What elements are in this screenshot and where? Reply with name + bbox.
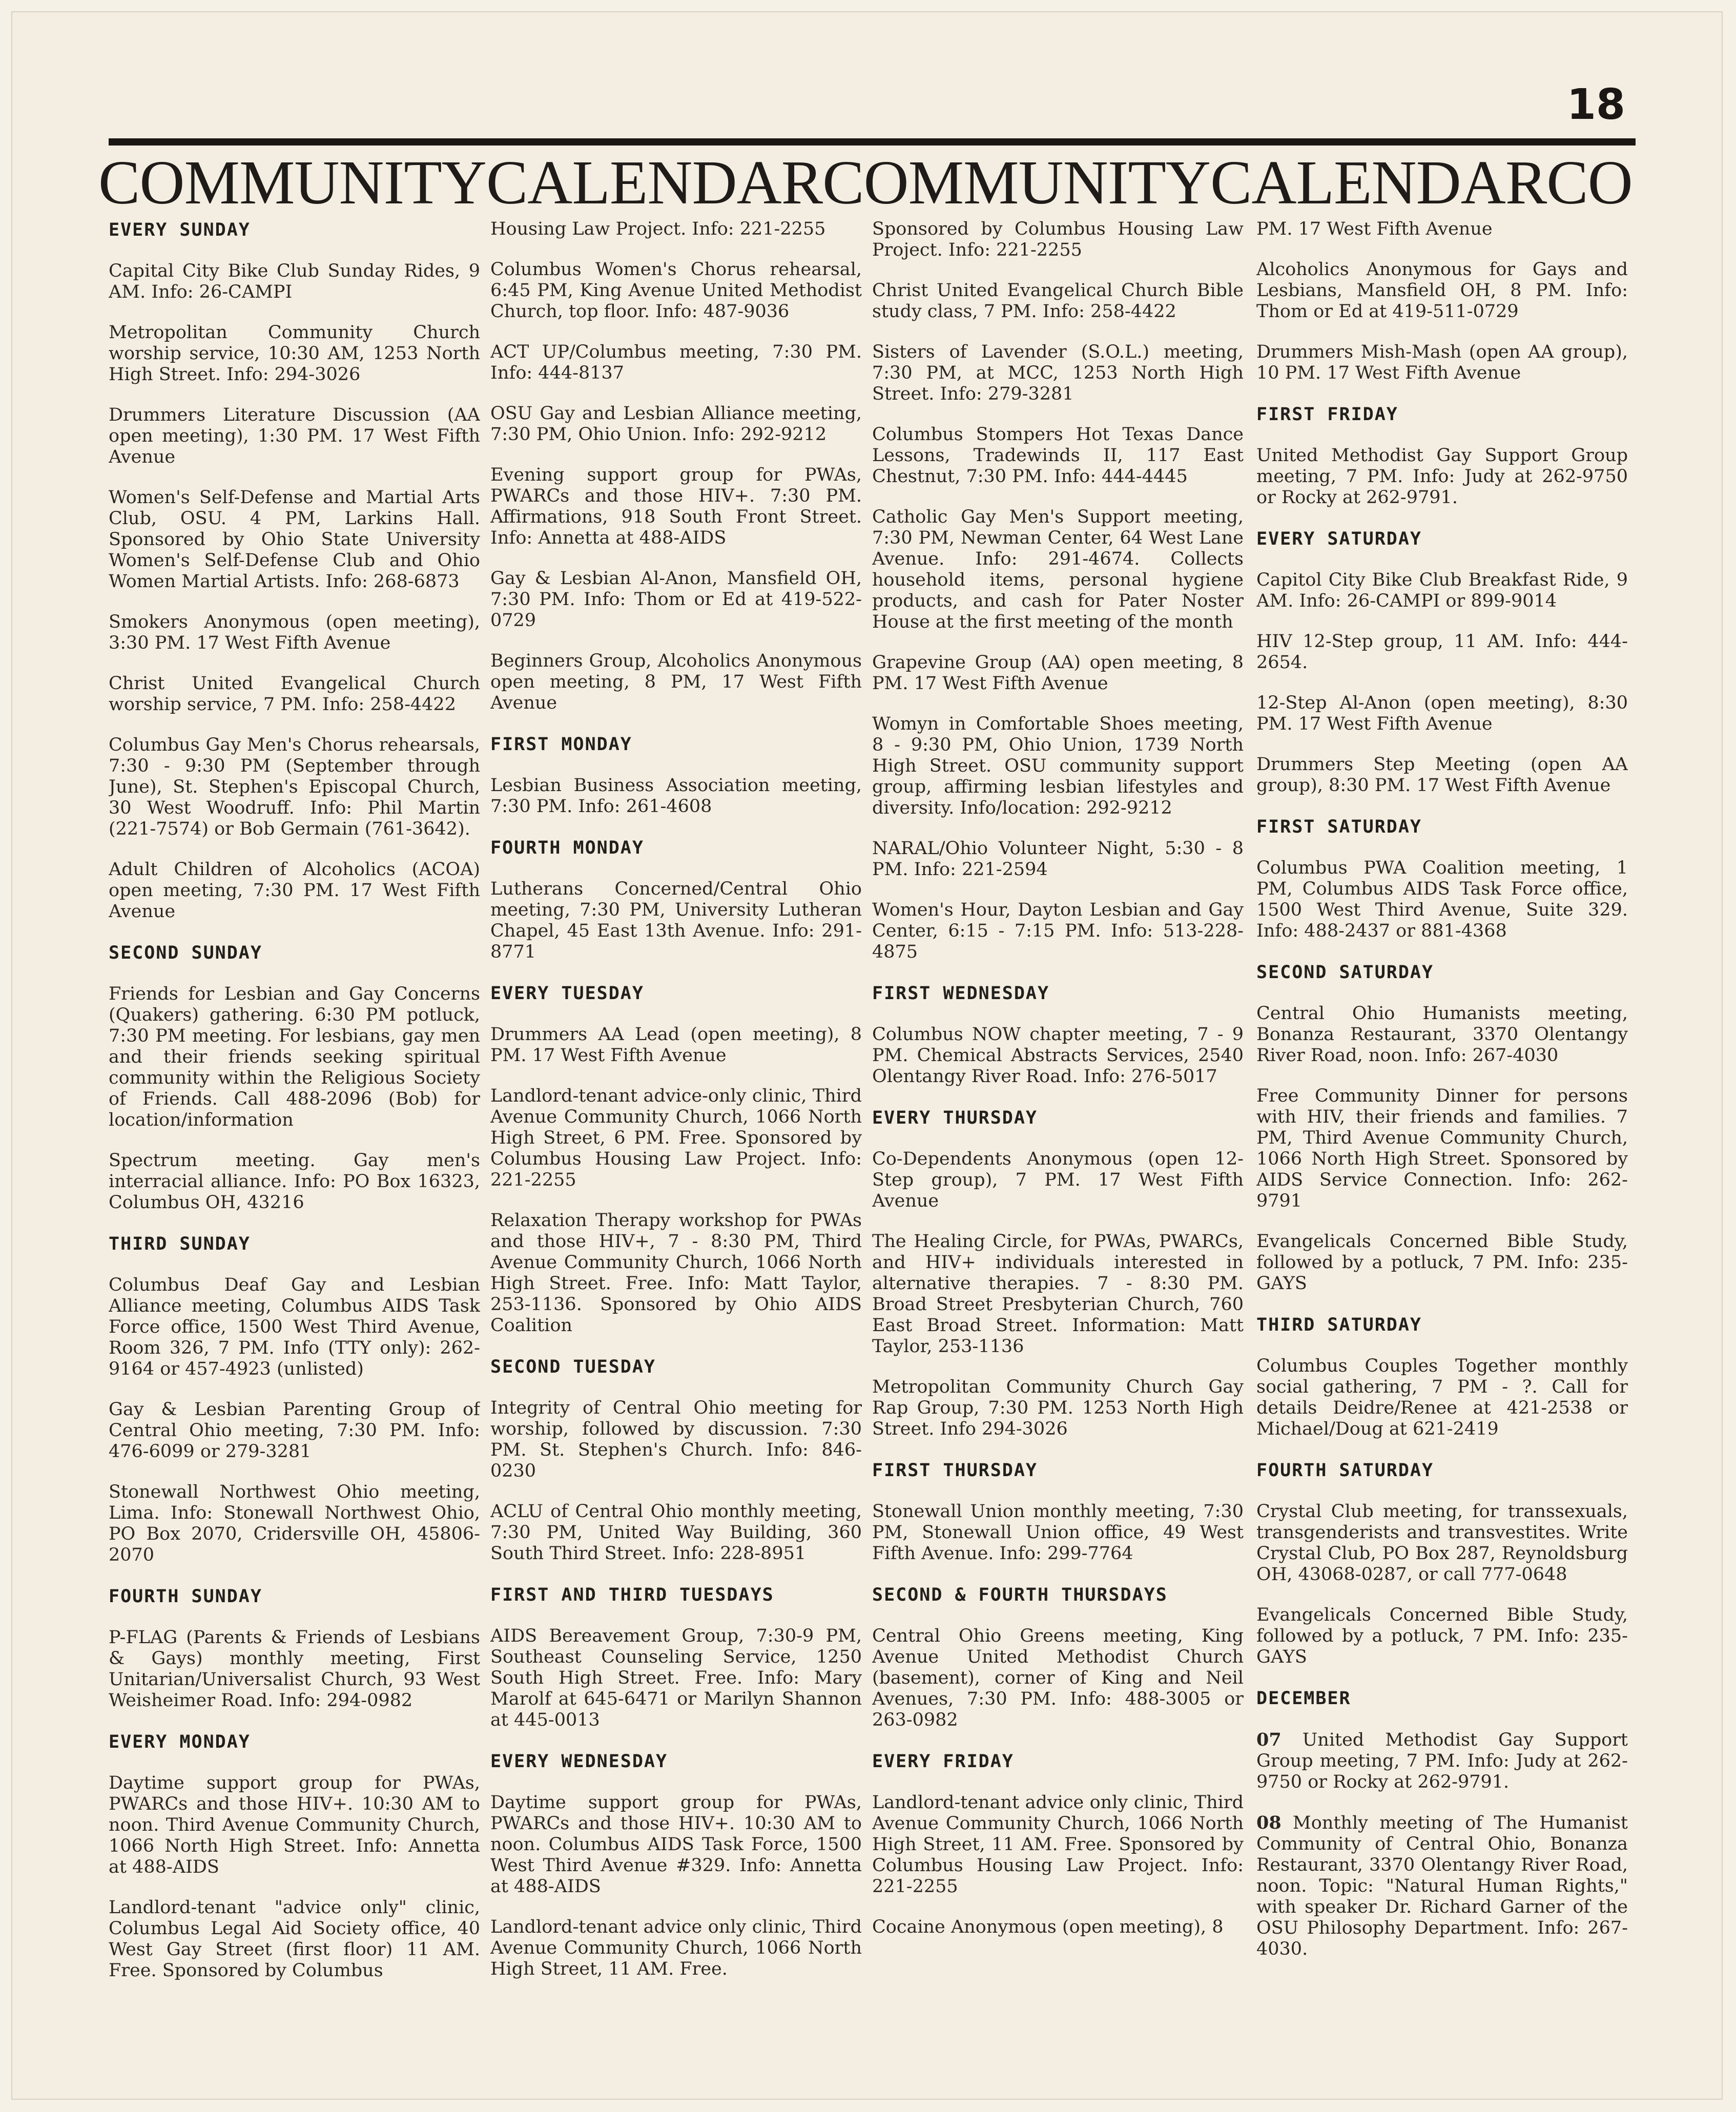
page-number: 18: [1566, 80, 1625, 129]
calendar-entry: Stonewall Union monthly meeting, 7:30 PM, Stonewall Union office, 49 West Fifth Avenue. Info: 299-7764: [872, 1501, 1244, 1564]
calendar-entry: Crystal Club meeting, for transsexuals, transgenderists and transvestites. Write Crystal Club, PO Box 287, Reynoldsburg OH, 43068-0287, or call 777-0648: [1256, 1501, 1628, 1585]
section-heading: FOURTH MONDAY: [490, 838, 644, 858]
entry-date: 08: [1256, 1812, 1282, 1833]
calendar-entry: Columbus NOW chapter meeting, 7 - 9 PM. Chemical Abstracts Services, 2540 Olentangy River Road. Info: 276-5017: [872, 1024, 1244, 1087]
calendar-entry: Cocaine Anonymous (open meeting), 8: [872, 1917, 1224, 1937]
entry-text: Monthly meeting of The Humanist Community of Central Ohio, Bonanza Restaurant, 3370 Olentangy River Road, noon. Topic: "Natural Human Rights," with speaker Dr. Richard Garner of the OSU Philosophy Department. Info: 267-4030.: [1256, 1813, 1628, 1959]
calendar-entry: Columbus Stompers Hot Texas Dance Lessons, Tradewinds II, 117 East Chestnut, 7:30 PM. Info: 444-4445: [872, 424, 1244, 487]
section-heading: FIRST SATURDAY: [1256, 817, 1422, 837]
calendar-entry: AIDS Bereavement Group, 7:30-9 PM, Southeast Counseling Service, 1250 South High Street. Free. Info: Mary Marolf at 645-6471 or Marilyn Shannon at 445-0013: [490, 1626, 862, 1730]
calendar-entry: Central Ohio Greens meeting, King Avenue United Methodist Church (basement), corner of King and Neil Avenues, 7:30 PM. Info: 488-3005 or 263-0982: [872, 1626, 1244, 1730]
section-heading: DECEMBER: [1256, 1688, 1351, 1709]
calendar-entry: ACT UP/Columbus meeting, 7:30 PM. Info: 444-8137: [490, 342, 862, 383]
section-heading: EVERY THURSDAY: [872, 1108, 1038, 1128]
calendar-entry: Catholic Gay Men's Support meeting, 7:30 PM, Newman Center, 64 West Lane Avenue. Info: 291-4674. Collects household items, personal hygiene products, and cash for Pater Noster House at the first meeting of the month: [872, 507, 1244, 632]
section-heading: SECOND SUNDAY: [109, 943, 262, 963]
column-1: [109, 219, 480, 2084]
column-4: [1256, 219, 1628, 2084]
calendar-entry: Adult Children of Alcoholics (ACOA) open meeting, 7:30 PM. 17 West Fifth Avenue: [109, 859, 480, 922]
calendar-entry: United Methodist Gay Support Group meeting, 7 PM. Info: Judy at 262-9750 or Rocky at 262-9791.: [1256, 445, 1628, 508]
section-heading: FOURTH SATURDAY: [1256, 1460, 1434, 1481]
calendar-entry: Free Community Dinner for persons with HIV, their friends and families. 7 PM, Third Avenue Community Church, 1066 North High Street. Sponsored by AIDS Service Connection. Info: 262-9791: [1256, 1086, 1628, 1211]
calendar-entry: Grapevine Group (AA) open meeting, 8 PM. 17 West Fifth Avenue: [872, 652, 1244, 694]
calendar-entry: Daytime support group for PWAs, PWARCs and those HIV+. 10:30 AM to noon. Third Avenue Community Church, 1066 North High Street. Info: Annetta at 488-AIDS: [109, 1773, 480, 1877]
calendar-entry: NARAL/Ohio Volunteer Night, 5:30 - 8 PM. Info: 221-2594: [872, 838, 1244, 880]
calendar-entry: Relaxation Therapy workshop for PWAs and those HIV+, 7 - 8:30 PM, Third Avenue Community Church, 1066 North High Street. Free. Info: Matt Taylor, 253-1136. Sponsored by Ohio AIDS Coalition: [490, 1210, 862, 1336]
calendar-entry: Integrity of Central Ohio meeting for worship, followed by discussion. 7:30 PM. St. Stephen's Church. Info: 846-0230: [490, 1398, 862, 1481]
calendar-entry: Evangelicals Concerned Bible Study, followed by a potluck, 7 PM. Info: 235-GAYS: [1256, 1231, 1628, 1294]
section-heading: EVERY TUESDAY: [490, 983, 644, 1004]
calendar-entry: Drummers Mish-Mash (open AA group), 10 PM. 17 West Fifth Avenue: [1256, 342, 1628, 383]
calendar-entry: Sponsored by Columbus Housing Law Project. Info: 221-2255: [872, 219, 1244, 260]
calendar-entry: Landlord-tenant advice-only clinic, Third Avenue Community Church, 1066 North High Street, 6 PM. Free. Sponsored by Columbus Housing Law Project. Info: 221-2255: [490, 1086, 862, 1190]
calendar-entry: Gay & Lesbian Al-Anon, Mansfield OH, 7:30 PM. Info: Thom or Ed at 419-522-0729: [490, 568, 862, 631]
calendar-entry: [1256, 1729, 1628, 1793]
section-heading: FIRST THURSDAY: [872, 1460, 1038, 1481]
calendar-entry: Columbus Couples Together monthly social gathering, 7 PM - ?. Call for details Deidre/Renee at 421-2538 or Michael/Doug at 621-2419: [1256, 1356, 1628, 1439]
header-rule: [109, 138, 1636, 146]
calendar-entry: 12-Step Al-Anon (open meeting), 8:30 PM. 17 West Fifth Avenue: [1256, 693, 1628, 734]
calendar-entry: Lesbian Business Association meeting, 7:30 PM. Info: 261-4608: [490, 775, 862, 817]
section-heading: FIRST AND THIRD TUESDAYS: [490, 1585, 774, 1605]
section-heading: SECOND TUESDAY: [490, 1357, 656, 1377]
entry-text: United Methodist Gay Support Group meeting, 7 PM. Info: Judy at 262-9750 or Rocky at 262-9791.: [1256, 1730, 1628, 1792]
calendar-entry: Evangelicals Concerned Bible Study, followed by a potluck, 7 PM. Info: 235-GAYS: [1256, 1605, 1628, 1667]
section-heading: SECOND SATURDAY: [1256, 962, 1434, 983]
calendar-entry: Landlord-tenant advice only clinic, Third Avenue Community Church, 1066 North High Street, 11 AM. Free. Sponsored by Columbus Housing Law Project. Info: 221-2255: [872, 1792, 1244, 1897]
calendar-entry: Columbus PWA Coalition meeting, 1 PM, Columbus AIDS Task Force office, 1500 West Third Avenue, Suite 329. Info: 488-2437 or 881-4368: [1256, 858, 1628, 941]
calendar-entry: [1256, 1812, 1628, 1960]
section-heading: EVERY SATURDAY: [1256, 529, 1422, 549]
calendar-entry: Spectrum meeting. Gay men's interracial alliance. Info: PO Box 16323, Columbus OH, 43216: [109, 1150, 480, 1213]
section-heading: THIRD SATURDAY: [1256, 1315, 1422, 1335]
section-heading: EVERY SUNDAY: [109, 220, 251, 240]
column-2: [490, 219, 862, 2084]
calendar-entry: The Healing Circle, for PWAs, PWARCs, and HIV+ individuals interested in alternative therapies. 7 - 8:30 PM. Broad Street Presbyterian Church, 760 East Broad Street. Information: Matt Taylor, 253-1136: [872, 1231, 1244, 1357]
calendar-entry: Christ United Evangelical Church Bible study class, 7 PM. Info: 258-4422: [872, 280, 1244, 322]
calendar-entry: Women's Self-Defense and Martial Arts Club, OSU. 4 PM, Larkins Hall. Sponsored by Ohio State University Women's Self-Defense Club and Ohio Women Martial Artists. Info: 268-6873: [109, 487, 480, 592]
calendar-entry: Capitol City Bike Club Breakfast Ride, 9 AM. Info: 26-CAMPI or 899-9014: [1256, 570, 1628, 611]
calendar-entry: Daytime support group for PWAs, PWARCs and those HIV+. 10:30 AM to noon. Columbus AIDS Task Force, 1500 West Third Avenue #329. Info: Annetta at 488-AIDS: [490, 1792, 862, 1897]
calendar-entry: Friends for Lesbian and Gay Concerns (Quakers) gathering. 6:30 PM potluck, 7:30 PM meeting. For lesbians, gay men and their friends seeking spiritual community within the Religious Society of Friends. Call 488-2096 (Bob) for location/information: [109, 984, 480, 1130]
calendar-entry: Landlord-tenant "advice only" clinic, Columbus Legal Aid Society office, 40 West Gay Street (first floor) 11 AM. Free. Sponsored by Columbus: [109, 1897, 480, 1981]
calendar-entry: HIV 12-Step group, 11 AM. Info: 444-2654.: [1256, 631, 1628, 673]
calendar-entry: Alcoholics Anonymous for Gays and Lesbians, Mansfield OH, 8 PM. Info: Thom or Ed at 419-511-0729: [1256, 259, 1628, 322]
calendar-entry: Columbus Gay Men's Chorus rehearsals, 7:30 - 9:30 PM (September through June), St. Stephen's Episcopal Church, 30 West Woodruff. Info: Phil Martin (221-7574) or Bob Germain (761-3642).: [109, 735, 480, 839]
calendar-entry: Womyn in Comfortable Shoes meeting, 8 - 9:30 PM, Ohio Union, 1739 North High Street. OSU community support group, affirming lesbian lifestyles and diversity. Info/location: 292-9212: [872, 714, 1244, 818]
section-heading: EVERY WEDNESDAY: [490, 1751, 668, 1772]
calendar-entry: Christ United Evangelical Church worship service, 7 PM. Info: 258-4422: [109, 673, 480, 715]
calendar-columns: [109, 219, 1641, 2084]
calendar-entry: Metropolitan Community Church Gay Rap Group, 7:30 PM. 1253 North High Street. Info 294-3026: [872, 1377, 1244, 1439]
section-heading: SECOND & FOURTH THURSDAYS: [872, 1585, 1168, 1605]
calendar-entry: Gay & Lesbian Parenting Group of Central Ohio meeting, 7:30 PM. Info: 476-6099 or 279-3281: [109, 1399, 480, 1462]
section-heading: FIRST FRIDAY: [1256, 404, 1398, 425]
calendar-entry: Sisters of Lavender (S.O.L.) meeting, 7:30 PM, at MCC, 1253 North High Street. Info: 279-3281: [872, 342, 1244, 404]
calendar-entry: Co-Dependents Anonymous (open 12-Step group), 7 PM. 17 West Fifth Avenue: [872, 1149, 1244, 1211]
section-heading: FIRST WEDNESDAY: [872, 983, 1050, 1004]
calendar-entry: Lutherans Concerned/Central Ohio meeting, 7:30 PM, University Lutheran Chapel, 45 East 13th Avenue. Info: 291-8771: [490, 879, 862, 962]
section-heading: EVERY MONDAY: [109, 1732, 251, 1752]
calendar-entry: Evening support group for PWAs, PWARCs and those HIV+. 7:30 PM. Affirmations, 918 South Front Street. Info: Annetta at 488-AIDS: [490, 465, 862, 548]
calendar-entry: Drummers Step Meeting (open AA group), 8:30 PM. 17 West Fifth Avenue: [1256, 754, 1628, 796]
calendar-entry: Drummers AA Lead (open meeting), 8 PM. 17 West Fifth Avenue: [490, 1024, 862, 1066]
entry-date: 07: [1256, 1729, 1282, 1750]
calendar-entry: Beginners Group, Alcoholics Anonymous open meeting, 8 PM, 17 West Fifth Avenue: [490, 651, 862, 713]
calendar-entry: Housing Law Project. Info: 221-2255: [490, 219, 826, 239]
newspaper-page: [11, 11, 1723, 2100]
section-heading: FOURTH SUNDAY: [109, 1586, 262, 1607]
calendar-entry: OSU Gay and Lesbian Alliance meeting, 7:30 PM, Ohio Union. Info: 292-9212: [490, 403, 862, 445]
section-heading: THIRD SUNDAY: [109, 1234, 251, 1254]
calendar-entry: Central Ohio Humanists meeting, Bonanza Restaurant, 3370 Olentangy River Road, noon. Info: 267-4030: [1256, 1003, 1628, 1066]
section-heading: EVERY FRIDAY: [872, 1751, 1014, 1772]
calendar-entry: Metropolitan Community Church worship service, 10:30 AM, 1253 North High Street. Info: 294-3026: [109, 322, 480, 385]
calendar-entry: Smokers Anonymous (open meeting), 3:30 PM. 17 West Fifth Avenue: [109, 612, 480, 653]
column-3: [872, 219, 1244, 2084]
calendar-entry: Columbus Deaf Gay and Lesbian Alliance meeting, Columbus AIDS Task Force office, 1500 West Third Avenue, Room 326, 7 PM. Info (TTY only): 262-9164 or 457-4923 (unlisted): [109, 1275, 480, 1379]
calendar-entry: PM. 17 West Fifth Avenue: [1256, 219, 1493, 239]
calendar-banner: COMMUNITYCALENDARCOMMUNITYCALENDARCO: [98, 148, 1632, 217]
calendar-entry: Stonewall Northwest Ohio meeting, Lima. Info: Stonewall Northwest Ohio, PO Box 2070, Cridersville OH, 45806-2070: [109, 1482, 480, 1565]
calendar-entry: ACLU of Central Ohio monthly meeting, 7:30 PM, United Way Building, 360 South Third Street. Info: 228-8951: [490, 1501, 862, 1564]
calendar-entry: Landlord-tenant advice only clinic, Third Avenue Community Church, 1066 North High Street, 11 AM. Free.: [490, 1917, 862, 1979]
calendar-entry: Women's Hour, Dayton Lesbian and Gay Center, 6:15 - 7:15 PM. Info: 513-228-4875: [872, 900, 1244, 962]
section-heading: FIRST MONDAY: [490, 734, 632, 755]
calendar-entry: Drummers Literature Discussion (AA open meeting), 1:30 PM. 17 West Fifth Avenue: [109, 405, 480, 467]
calendar-entry: Capital City Bike Club Sunday Rides, 9 AM. Info: 26-CAMPI: [109, 261, 480, 302]
calendar-entry: Columbus Women's Chorus rehearsal, 6:45 PM, King Avenue United Methodist Church, top floor. Info: 487-9036: [490, 259, 862, 322]
calendar-entry: P-FLAG (Parents & Friends of Lesbians & Gays) monthly meeting, First Unitarian/Universalist Church, 93 West Weisheimer Road. Info: 294-0982: [109, 1627, 480, 1711]
